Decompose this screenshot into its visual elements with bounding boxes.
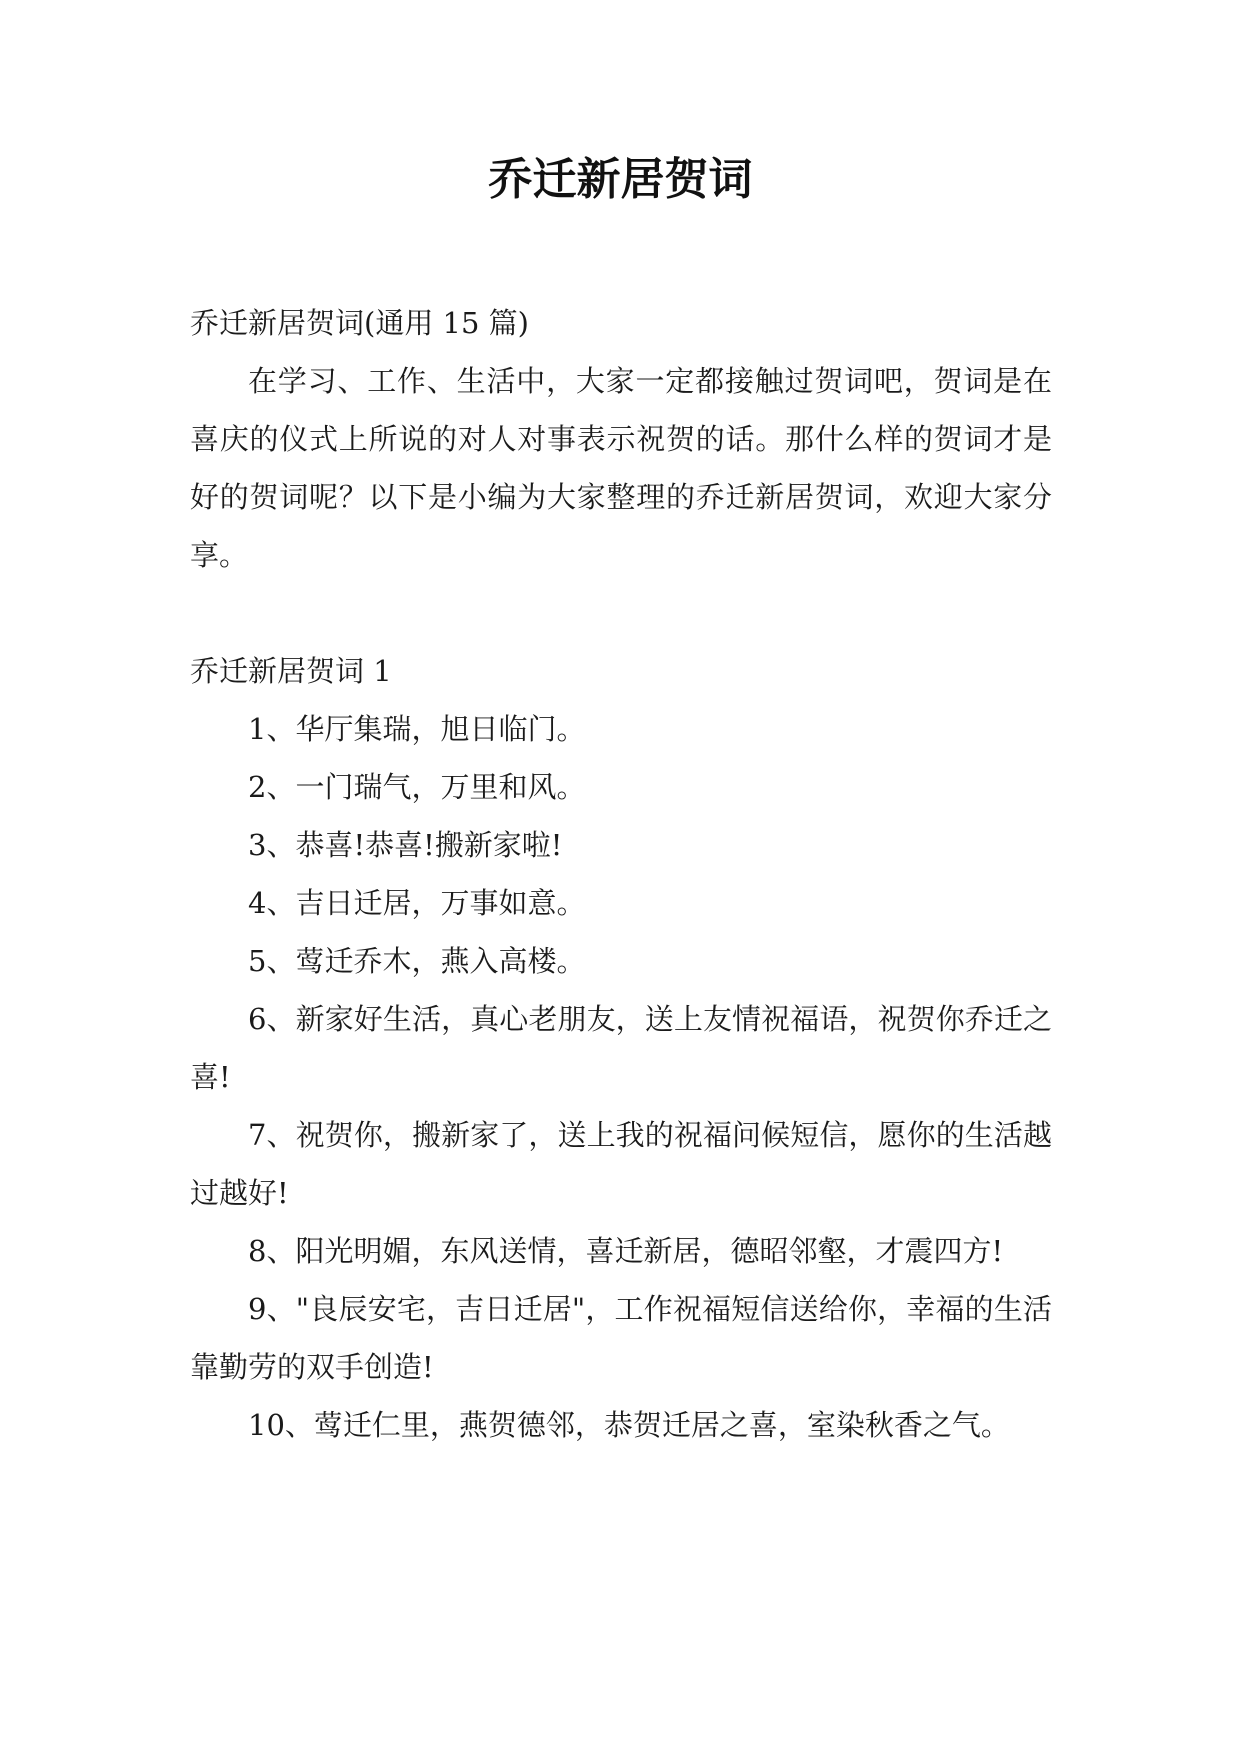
list-item: 1、华厅集瑞，旭日临门。 [248, 712, 586, 746]
intro-paragraph: 在学习、工作、生活中，大家一定都接触过贺词吧，贺词是在喜庆的仪式上所说的对人对事表示祝贺的话。那什么样的贺词才是好的贺词呢？以下是小编为大家整理的乔迁新居贺词，欢迎大家分享。 [190, 364, 1052, 572]
paragraph-spacer [190, 584, 1052, 642]
list-item: 7、祝贺你，搬新家了，送上我的祝福问候短信，愿你的生活越过越好! [190, 1118, 1052, 1210]
document-title: 乔迁新居贺词 [488, 154, 753, 205]
list-item: 3、恭喜!恭喜!搬新家啦! [248, 828, 563, 862]
list-item: 8、阳光明媚，东风送情，喜迁新居，德昭邻壑，才震四方! [248, 1234, 1004, 1268]
document-body [190, 294, 1052, 1454]
section-heading: 乔迁新居贺词 1 [190, 654, 392, 688]
list-item: 10、莺迁仁里，燕贺德邻，恭贺迁居之喜，室染秋香之气。 [248, 1408, 1010, 1442]
document-subtitle: 乔迁新居贺词(通用 15 篇) [190, 306, 529, 340]
list-item: 2、一门瑞气，万里和风。 [248, 770, 586, 804]
list-item: 9、"良辰安宅，吉日迁居"，工作祝福短信送给你，幸福的生活靠勤劳的双手创造! [190, 1292, 1052, 1384]
list-item: 5、莺迁乔木，燕入高楼。 [248, 944, 586, 978]
list-item: 6、新家好生活，真心老朋友，送上友情祝福语，祝贺你乔迁之喜! [190, 1002, 1052, 1094]
list-item: 4、吉日迁居，万事如意。 [248, 886, 586, 920]
